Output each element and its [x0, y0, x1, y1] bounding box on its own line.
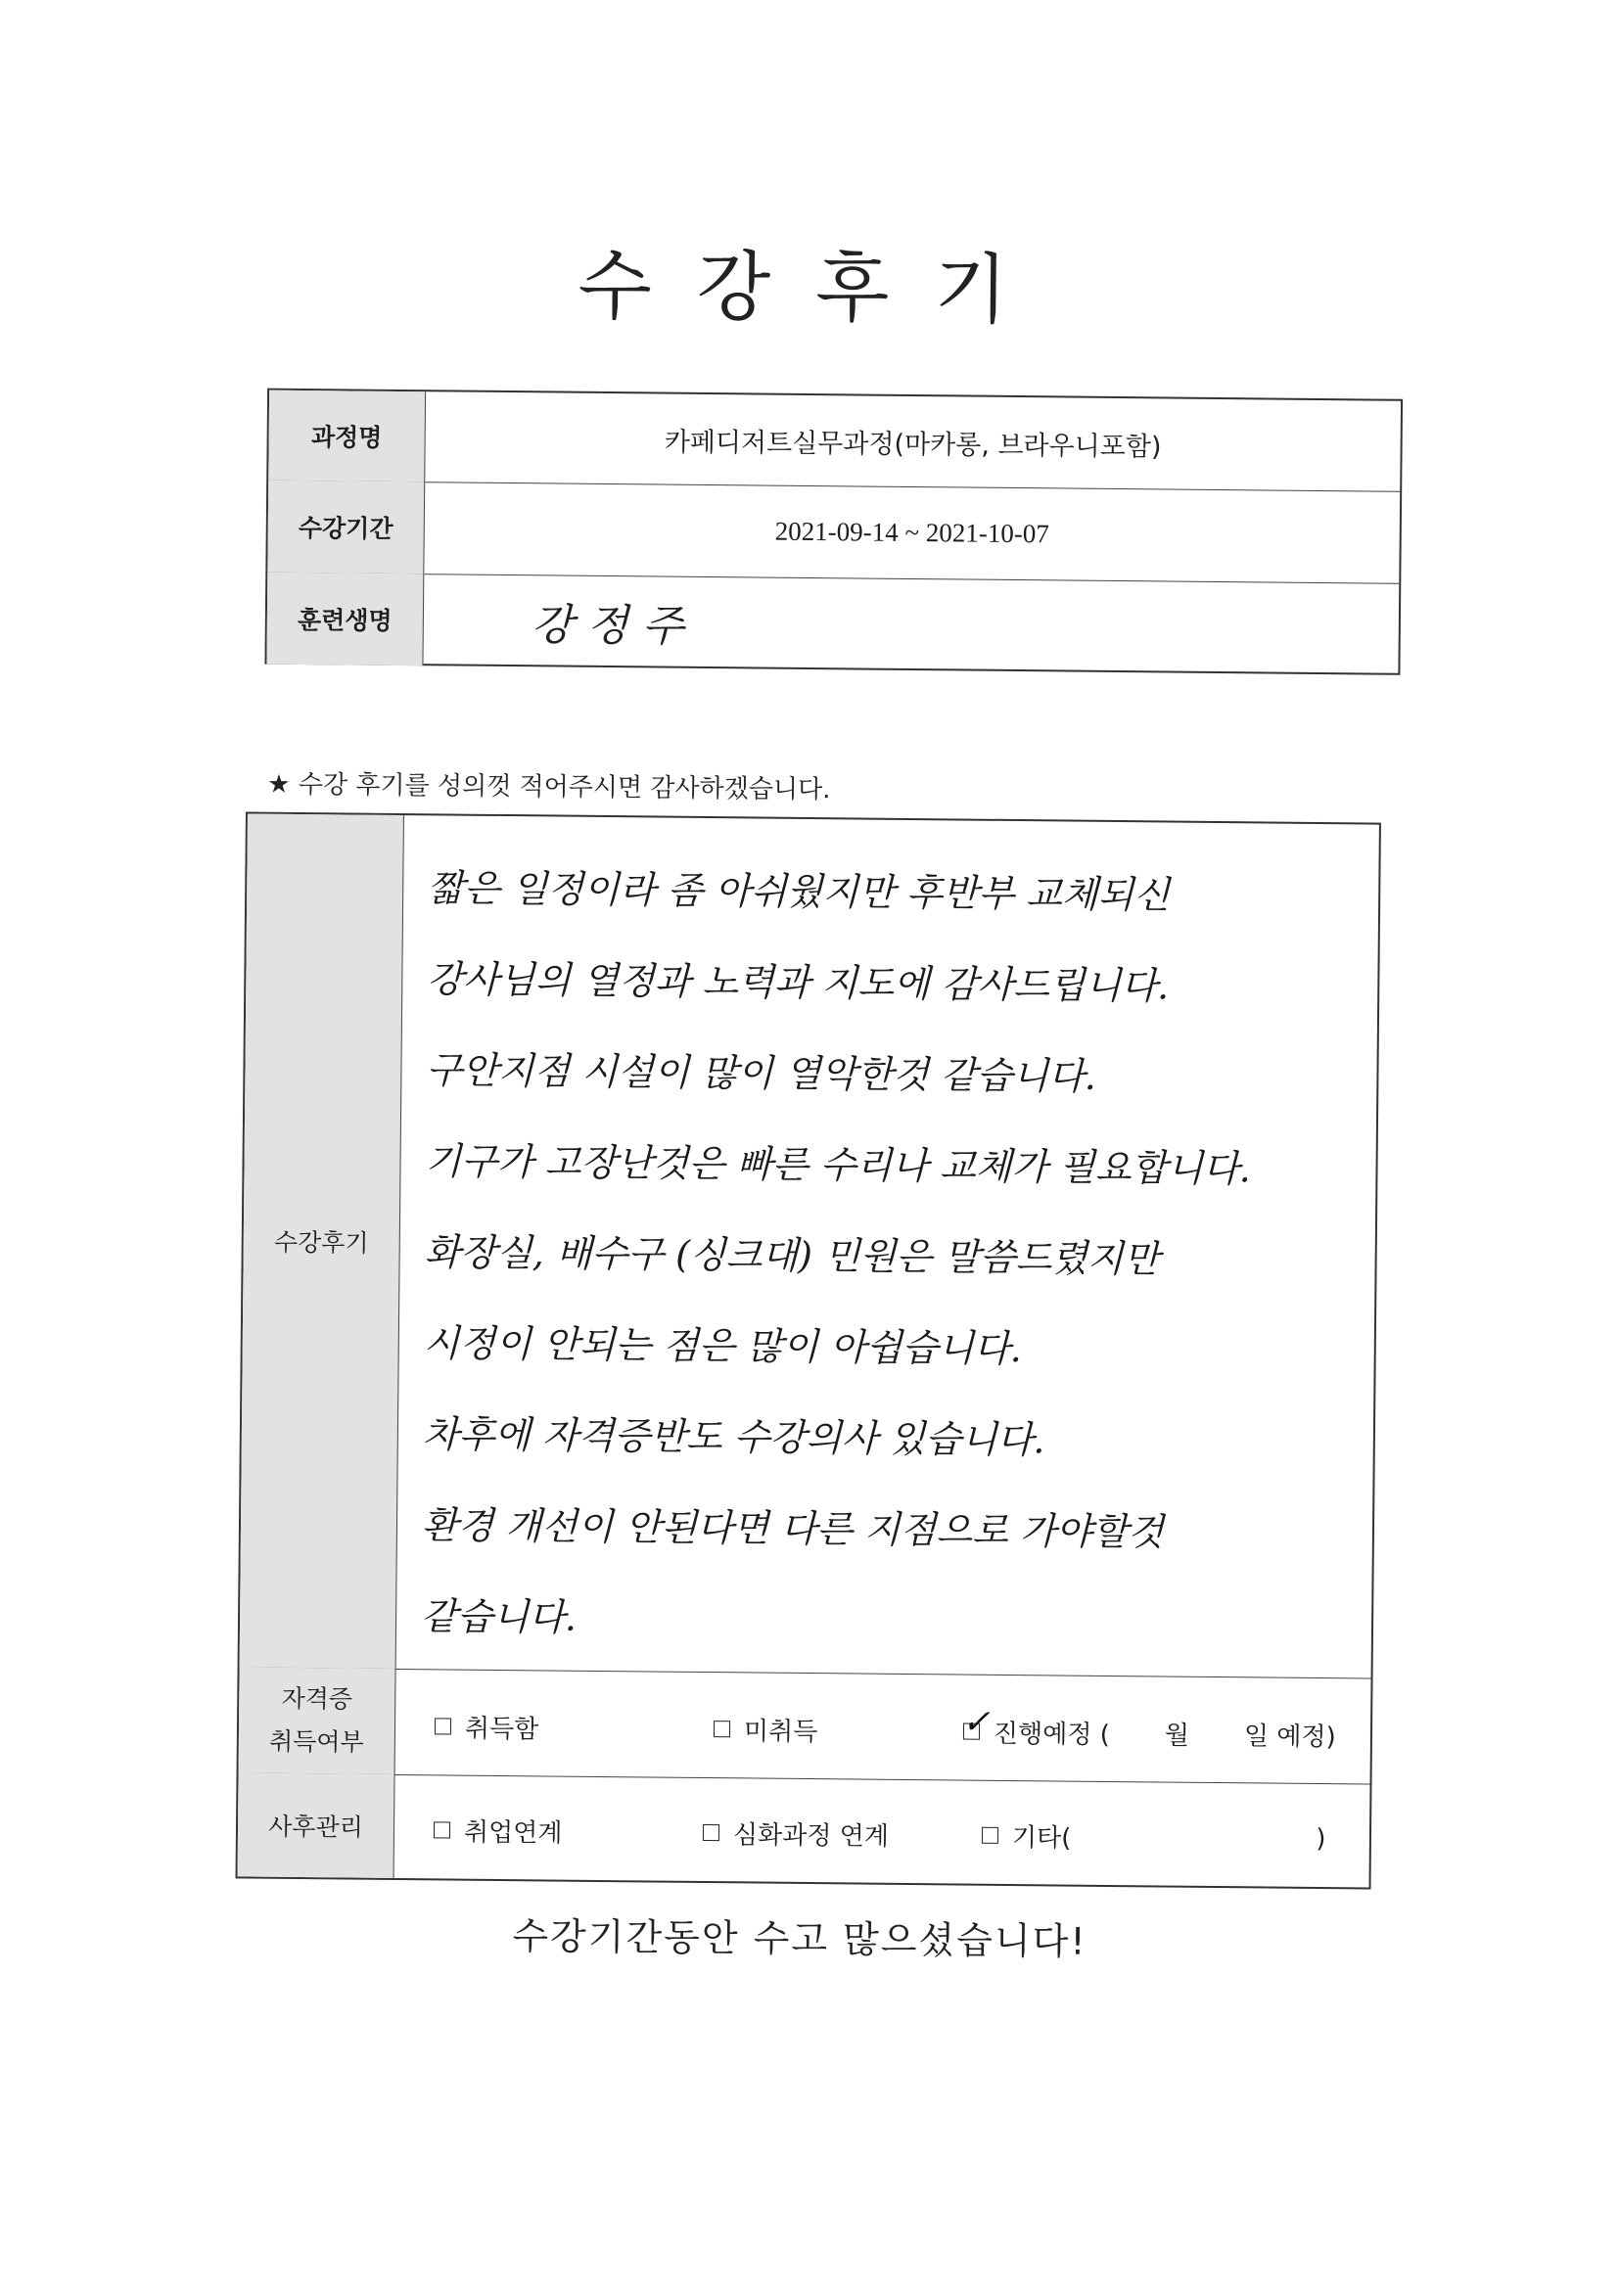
review-line: 기구가 고장난것은 빠른 수리나 교체가 필요합니다. [425, 1139, 1252, 1191]
review-label: 수강후기 [240, 813, 404, 1668]
instruction-note: ★ 수강 후기를 성의껏 적어주시면 감사하겠습니다. [267, 769, 831, 805]
option-scheduled[interactable] [961, 1702, 1336, 1754]
day-label: 일 예정) [1243, 1722, 1336, 1753]
review-table [236, 811, 1381, 1889]
checkbox-acquired[interactable] [435, 1718, 451, 1734]
option-not-acquired[interactable] [714, 1711, 818, 1748]
course-info-table [264, 389, 1403, 675]
course-name-label: 과정명 [268, 390, 426, 482]
closing-message: 수강기간동안 수고 많으셨습니다! [512, 1914, 1087, 1963]
trainee-signature: 강정주 [531, 600, 698, 652]
option-acquired-label: 취득함 [464, 1714, 539, 1745]
option-other-label: 기타( [1011, 1823, 1072, 1854]
period-label: 수강기간 [267, 481, 425, 574]
checkbox-advanced[interactable] [703, 1824, 719, 1841]
option-advanced-label: 심화과정 연계 [732, 1820, 890, 1852]
review-line: 구안지점 시설이 많이 열악한것 같습니다. [426, 1048, 1097, 1098]
option-advanced[interactable] [703, 1814, 889, 1853]
checkbox-other[interactable] [982, 1827, 998, 1844]
checkbox-scheduled[interactable] [961, 1702, 991, 1742]
course-name-value: 카페디저트실무과정(마카롱, 브라우니포함) [664, 427, 1162, 462]
review-line: 시정이 안되는 점은 많이 아쉽습니다. [423, 1321, 1023, 1371]
review-line: 차후에 자격증반도 수강의사 있습니다. [422, 1412, 1045, 1462]
option-scheduled-label: 진행예정 ( [993, 1719, 1110, 1750]
row-divider [239, 1772, 1370, 1784]
certificate-label [239, 1667, 396, 1774]
review-line: 화장실, 배수구 (싱크대) 민원은 말씀드렸지만 [424, 1230, 1160, 1281]
option-other-close: ) [1316, 1823, 1326, 1854]
aftercare-label: 사후관리 [238, 1772, 395, 1878]
handwritten-review [421, 843, 1360, 1671]
option-other[interactable] [982, 1817, 1326, 1857]
checkbox-not-acquired[interactable] [714, 1721, 730, 1737]
certificate-label-line2: 취득여부 [268, 1726, 364, 1757]
review-line: 환경 개선이 안된다면 다른 지점으로 가야할것 [421, 1503, 1165, 1554]
certificate-label-line1: 자격증 [281, 1683, 353, 1714]
option-acquired[interactable] [435, 1708, 539, 1745]
month-label: 월 [1164, 1721, 1190, 1751]
review-line: 강사님의 열정과 노력과 지도에 감사드립니다. [427, 957, 1170, 1008]
option-employment-label: 취업연계 [463, 1817, 563, 1849]
trainee-label: 훈련생명 [266, 573, 424, 666]
review-line: 짧은 일정이라 좀 아쉬웠지만 후반부 교체되신 [428, 866, 1171, 917]
option-employment[interactable] [434, 1812, 563, 1849]
period-value: 2021-09-14 ~ 2021-10-07 [774, 516, 1049, 548]
checkmark-icon: ✓ [961, 1702, 991, 1742]
review-line: 같습니다. [420, 1594, 578, 1639]
page-title: 수강후기 [578, 242, 1054, 336]
checkbox-employment[interactable] [434, 1821, 450, 1838]
option-not-acquired-label: 미취득 [743, 1717, 818, 1748]
